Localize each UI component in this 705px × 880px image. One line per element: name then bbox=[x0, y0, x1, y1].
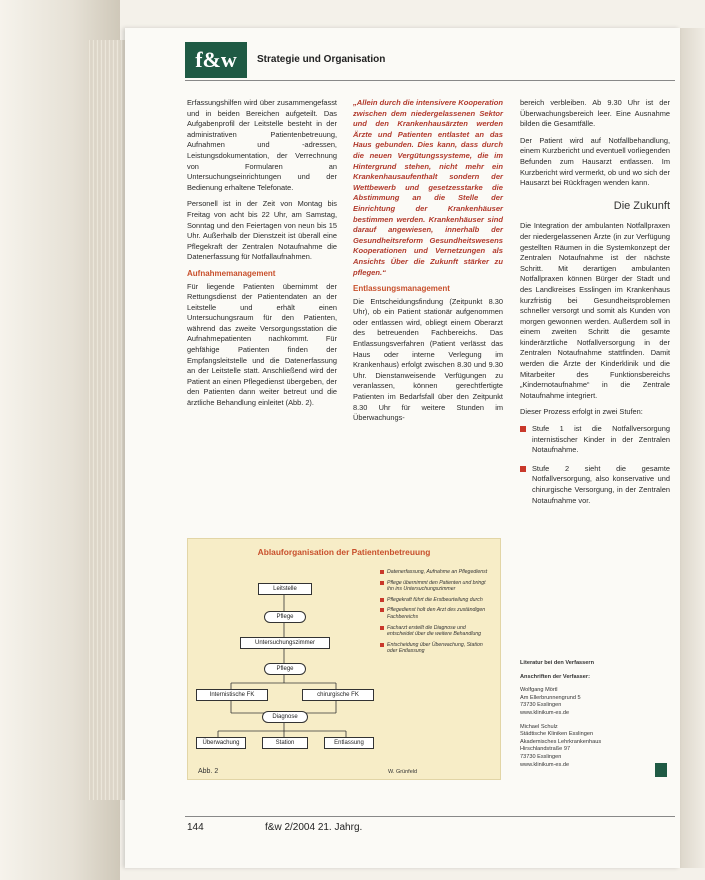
journal-issue: f&w 2/2004 21. Jahrg. bbox=[265, 822, 363, 833]
node-entlassung: Entlassung bbox=[324, 737, 374, 749]
node-untersuchungszimmer: Untersuchungszimmer bbox=[240, 637, 330, 649]
figure-note: Facharzt erstellt die Diagnose und entscheidet über die weitere Behandlung bbox=[380, 625, 492, 638]
node-chirurgische-fk: chirurgische FK bbox=[302, 689, 374, 701]
paragraph: Dieser Prozess erfolgt in zwei Stufen: bbox=[520, 407, 643, 417]
stacked-page-edges bbox=[88, 40, 128, 800]
paragraph: Personell ist in der Zeit von Montag bis Freitag von acht bis 22 Uhr, am Samstag, Sonntag und den Feiertagen von neun bis 15 Uhr. Außerhalb der Dienstzeit ist überall eine Pflegekraft der Zentralen Notaufnahme die Datenerfassung für Notfallaufnahmen. bbox=[187, 199, 337, 262]
author-address-2: Michael Schulz Städtische Kliniken Esslingen Akademisches Lehrkrankenhaus Hirschlandstraße 97 73730 Esslingen www.klinikum-es.de bbox=[520, 723, 602, 768]
flow-connectors bbox=[196, 567, 376, 757]
footer-rule bbox=[185, 816, 675, 817]
node-internistische-fk: Internistische FK bbox=[196, 689, 268, 701]
text-column-1 bbox=[187, 98, 337, 415]
flow-diagram bbox=[196, 567, 376, 757]
node-station: Station bbox=[262, 737, 308, 749]
paragraph: Für liegende Patienten übernimmt der Rettungsdienst der Patientendaten an der Leitstelle und erhält einen Untersuchungsraum für den Patienten, während das zweite Versorgungsstation die Aufnahmepatienten nachkommt. Für gehfähige Patienten finden der Empfangsleitstelle und die Datenerfassung an der Leitstelle statt. Anschließend wird der Patient an einen Pflegedienst übergeben, der den Patienten dann weiter betreut und die ärztliche Behandlung einleitet (Abb. 2). bbox=[187, 281, 337, 408]
paragraph: bereich verbleiben. Ab 9.30 Uhr ist der Überwachungsbereich leer. Eine Ausnahme bilden die Gesamtfälle. bbox=[520, 98, 670, 129]
figure-note: Entscheidung über Überwachung, Station oder Entlassung bbox=[380, 642, 492, 655]
node-diagnose: Diagnose bbox=[262, 711, 308, 723]
node-pflege-2: Pflege bbox=[264, 663, 306, 675]
bullet-stufe-1: Stufe 1 ist die Notfallversorgung internistischer Kinder in der Zentralen Notaufnahme. bbox=[520, 424, 670, 456]
page-right-edge bbox=[680, 28, 705, 868]
node-leitstelle: Leitstelle bbox=[258, 583, 312, 595]
figure-note: Datenerfassung, Aufnahme an Pflegedienst bbox=[380, 569, 492, 576]
figure-note: Pflege übernimmt den Patienten und bringt ihn ins Untersuchungszimmer bbox=[380, 580, 492, 593]
figure-credit: W. Grünfeld bbox=[388, 769, 418, 775]
heading-die-zukunft: Die Zukunft bbox=[613, 199, 670, 212]
author-info bbox=[520, 660, 670, 775]
bullet-stufe-2: Stufe 2 sieht die gesamte Notfallversorgung, also konservative und chirurgische Versorgung, in der Zentralen Notaufnahme vor. bbox=[520, 464, 670, 506]
paragraph: Die Entscheidungsfindung (Zeitpunkt 8.30 Uhr), ob ein Patient stationär aufgenommen oder entlassen wird, obliegt einem Oberarzt des betreuenden Fachbereichs. Das Entlassungsverfahren (Patient verlässt das Haus oder interne Verlegung im Krankenhaus) erfolgt zwischen 8.30 und 9.30 Uhr. Dienstanweisende Verfügungen zu veranlassen, können gerechtfertigte Patienten im Bedarfsfall über den Zeitpunkt 8.30 Uhr für weitere Stunden im Überwachungs- bbox=[353, 296, 503, 423]
paragraph: Die Integration der ambulanten Notfallpraxen der niedergelassenen Ärzte (in zur Verfügung gestellten Räumen in die Systemkonzept der Zentralen Notaufnahme ist der nächste Schritt. Mit derartigen ambulanten Notfallpraxen können Bürger der Stadt und des Landkreises Esslingen im Krankenhaus kurzfristig bei Gesundheitsproblemen schneller versorgt und somit als Kunden von morgen gewonnen werden. Außerdem soll in einem zweiten Schritt die gesamte kinderärztliche Notfallversorgung in der Zentralen Notaufnahme stattfinden. Damit werden die Ärzte der Kinderklinik und die Mitarbeiter des Funktionsbereichs „Kindernotaufnahme“ in die Zentrale Notaufnahme integriert. bbox=[520, 221, 670, 400]
magazine-page bbox=[125, 28, 680, 868]
section-title: Strategie und Organisation bbox=[257, 54, 386, 65]
journal-logo: f&w bbox=[185, 42, 247, 78]
page-number: 144 bbox=[187, 822, 204, 833]
process-figure bbox=[187, 538, 501, 780]
paragraph: Der Patient wird auf Notfallbehandlung, einem Kurzbericht und eventuell vorliegenden Befunden zum Hausarzt entlassen. Im Kurzbericht wird vermerkt, ob und wo sich der Hausarzt bei Rückfragen wenden kann. bbox=[520, 135, 670, 188]
figure-title: Ablauforganisation der Patientenbetreuung bbox=[257, 547, 431, 557]
subheading-aufnahmemanagement: Aufnahmemanagement bbox=[187, 268, 276, 278]
text-column-3 bbox=[520, 98, 670, 514]
figure-notes bbox=[380, 569, 492, 659]
author-address-1: Wolfgang Mörtl Am Ellerbrunnengrund 5 73730 Esslingen www.klinikum-es.de bbox=[520, 687, 581, 716]
literature-note: Literatur bei den Verfassern bbox=[520, 660, 594, 666]
node-ueberwachung: Überwachung bbox=[196, 737, 246, 749]
page-header bbox=[185, 38, 675, 78]
subheading-entlassungsmanagement: Entlassungsmanagement bbox=[353, 284, 450, 294]
paragraph: Erfassungshilfen wird über zusammengefasst und in beiden Bereichen aufgeteilt. Das Aufgabenprofil der Leitstelle besteht in der administrativen Patientenbetreuung, Aufnahmen und -adressen, Leistungsdokumentation, der Verrechnung von Formularen an Untersuchungseinrichtungen und der Bedienung erhaltene Telefonate. bbox=[187, 98, 337, 192]
header-rule bbox=[185, 80, 675, 81]
text-column-2 bbox=[353, 98, 503, 430]
figure-note: Pflegekraft führt die Erstbeurteilung durch bbox=[380, 597, 492, 604]
author-addresses-heading: Anschriften der Verfasser: bbox=[520, 673, 590, 680]
pull-quote: „Allein durch die intensivere Kooperation zwischen dem niedergelassenen Sektor und den Krankenhausärzten werden Ärzte und Patienten entlastet an das Haus gebunden. Dies kann, dass durch die neuen Vergütungssysteme, die im Hintergrund stehen, nicht mehr ein Krankenhausaufenthalt sondern der Wettbewerb und gesetzesstarke die Abstimmung an die Stelle der Einrichtung der Krankenhäuser bestimmen werden. Krankenhäuser sind darauf angewiesen, innerhalb der Gesundheitsreform Gesundheitswesens Kooperationen und Vernetzungen als Ansichts Über die Zukunft stärker zu pflegen.“ bbox=[353, 98, 503, 277]
figure-note: Pflegedienst holt den Arzt des zuständigen Fachbereichs bbox=[380, 607, 492, 620]
node-pflege-1: Pflege bbox=[264, 611, 306, 623]
figure-caption: Abb. 2 bbox=[198, 768, 219, 775]
end-mark bbox=[655, 763, 667, 777]
